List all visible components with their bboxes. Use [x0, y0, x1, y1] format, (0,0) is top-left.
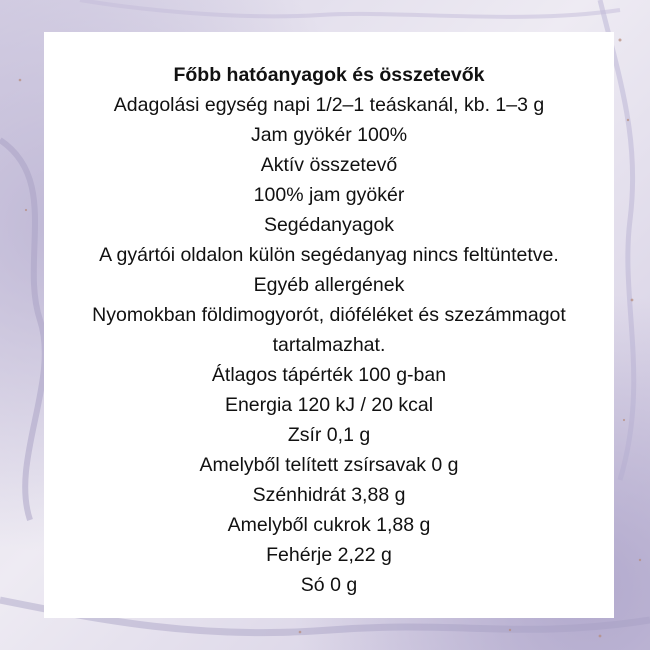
nutrition-fat: Zsír 0,1 g: [287, 424, 371, 446]
excipients-heading: Segédanyagok: [263, 214, 395, 236]
nutrition-protein: Fehérje 2,22 g: [266, 544, 392, 566]
nutrition-heading: Átlagos tápérték 100 g-ban: [211, 364, 447, 386]
nutrition-salt: Só 0 g: [300, 574, 358, 596]
allergens-value-1: Nyomokban földimogyorót, dióféléket és szezámmagot: [92, 304, 566, 326]
allergens-heading: Egyéb allergének: [253, 274, 405, 296]
document-title: Főbb hatóanyagok és összetevők: [173, 64, 485, 86]
nutrition-energy: Energia 120 kJ / 20 kcal: [224, 394, 434, 416]
active-ingredient-heading: Aktív összetevő: [260, 154, 398, 176]
ingredient-line: Jam gyökér 100%: [250, 124, 408, 146]
dosage-line: Adagolási egység napi 1/2–1 teáskanál, kb. 1–3 g: [113, 94, 545, 116]
ingredients-card: [44, 32, 614, 618]
excipients-value: A gyártói oldalon külön segédanyag nincs feltüntetve.: [99, 244, 559, 266]
active-ingredient-value: 100% jam gyökér: [253, 184, 405, 206]
nutrition-saturated-fat: Amelyből telített zsírsavak 0 g: [199, 454, 459, 476]
nutrition-sugars: Amelyből cukrok 1,88 g: [227, 514, 431, 536]
allergens-value-2: tartalmazhat.: [272, 334, 386, 356]
nutrition-carbohydrate: Szénhidrát 3,88 g: [252, 484, 406, 506]
